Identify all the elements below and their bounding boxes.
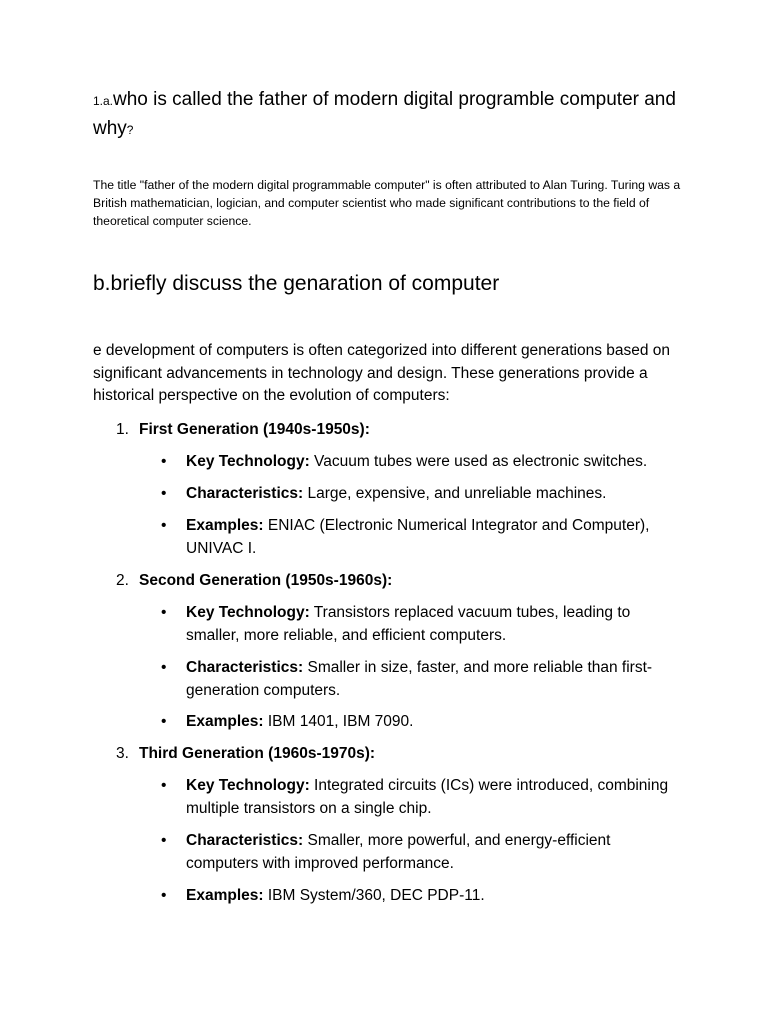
question-1-suffix: ? <box>126 123 134 137</box>
bullet-icon: • <box>161 453 167 470</box>
bullet-icon: • <box>161 777 167 794</box>
bullet-label: Characteristics: <box>186 832 304 849</box>
bullet-text: IBM 1401, IBM 7090. <box>263 713 414 730</box>
bullet-label: Examples: <box>186 887 264 904</box>
generation-title: Third Generation (1960s-1970s): <box>139 745 376 762</box>
question-1-text: who is called the father of modern digital programble computer and why <box>93 89 676 139</box>
question-2-heading: b.briefly discuss the genaration of computer <box>93 272 500 295</box>
generation-number: 3. <box>116 745 129 762</box>
list-item <box>186 657 686 702</box>
bullet-icon: • <box>161 485 167 502</box>
bullet-label: Examples: <box>186 517 264 534</box>
bullet-text: Vacuum tubes were used as electronic switches. <box>309 453 648 470</box>
list-item <box>186 775 686 820</box>
answer-1-paragraph: The title "father of the modern digital programmable computer" is often attributed to Alan Turing. Turing was a British mathematician, logician, and computer scientist who made significant contributions to the field of theoretical computer science. <box>93 178 681 228</box>
generation-number: 2. <box>116 572 129 589</box>
generation-number: 1. <box>116 421 129 438</box>
bullet-text: ENIAC (Electronic Numerical Integrator and Computer), UNIVAC I. <box>186 517 650 557</box>
generation-title: Second Generation (1950s-1960s): <box>139 572 393 589</box>
bullet-icon: • <box>161 887 167 904</box>
bullet-text: IBM System/360, DEC PDP-11. <box>263 887 485 904</box>
bullet-icon: • <box>161 832 167 849</box>
bullet-icon: • <box>161 713 167 730</box>
bullet-label: Key Technology: <box>186 777 310 794</box>
list-item <box>186 483 686 506</box>
list-item <box>186 451 686 474</box>
bullet-icon: • <box>161 659 167 676</box>
bullet-label: Key Technology: <box>186 453 310 470</box>
bullet-text: Smaller, more powerful, and energy-efficient computers with improved performance. <box>186 832 611 872</box>
bullet-label: Characteristics: <box>186 485 304 502</box>
bullet-label: Characteristics: <box>186 659 304 676</box>
list-item <box>186 515 686 560</box>
bullet-text: Smaller in size, faster, and more reliable than first-generation computers. <box>186 659 653 699</box>
generation-title: First Generation (1940s-1950s): <box>139 421 370 438</box>
list-item <box>186 885 686 908</box>
bullet-label: Key Technology: <box>186 604 310 621</box>
bullet-text: Transistors replaced vacuum tubes, leading to smaller, more reliable, and efficient computers. <box>186 604 631 644</box>
list-item <box>186 711 686 734</box>
bullet-icon: • <box>161 604 167 621</box>
bullet-label: Examples: <box>186 713 264 730</box>
list-item <box>186 602 686 647</box>
bullet-icon: • <box>161 517 167 534</box>
question-1-prefix: 1.a. <box>93 94 114 108</box>
list-item <box>186 830 686 875</box>
intro-paragraph: e development of computers is often categorized into different generations based on significant advancements in technology and design. These generations provide a historical perspective on the evolution of computers: <box>93 342 671 404</box>
question-1-heading <box>93 86 693 144</box>
bullet-text: Integrated circuits (ICs) were introduced, combining multiple transistors on a single chip. <box>186 777 669 817</box>
bullet-text: Large, expensive, and unreliable machines. <box>303 485 607 502</box>
